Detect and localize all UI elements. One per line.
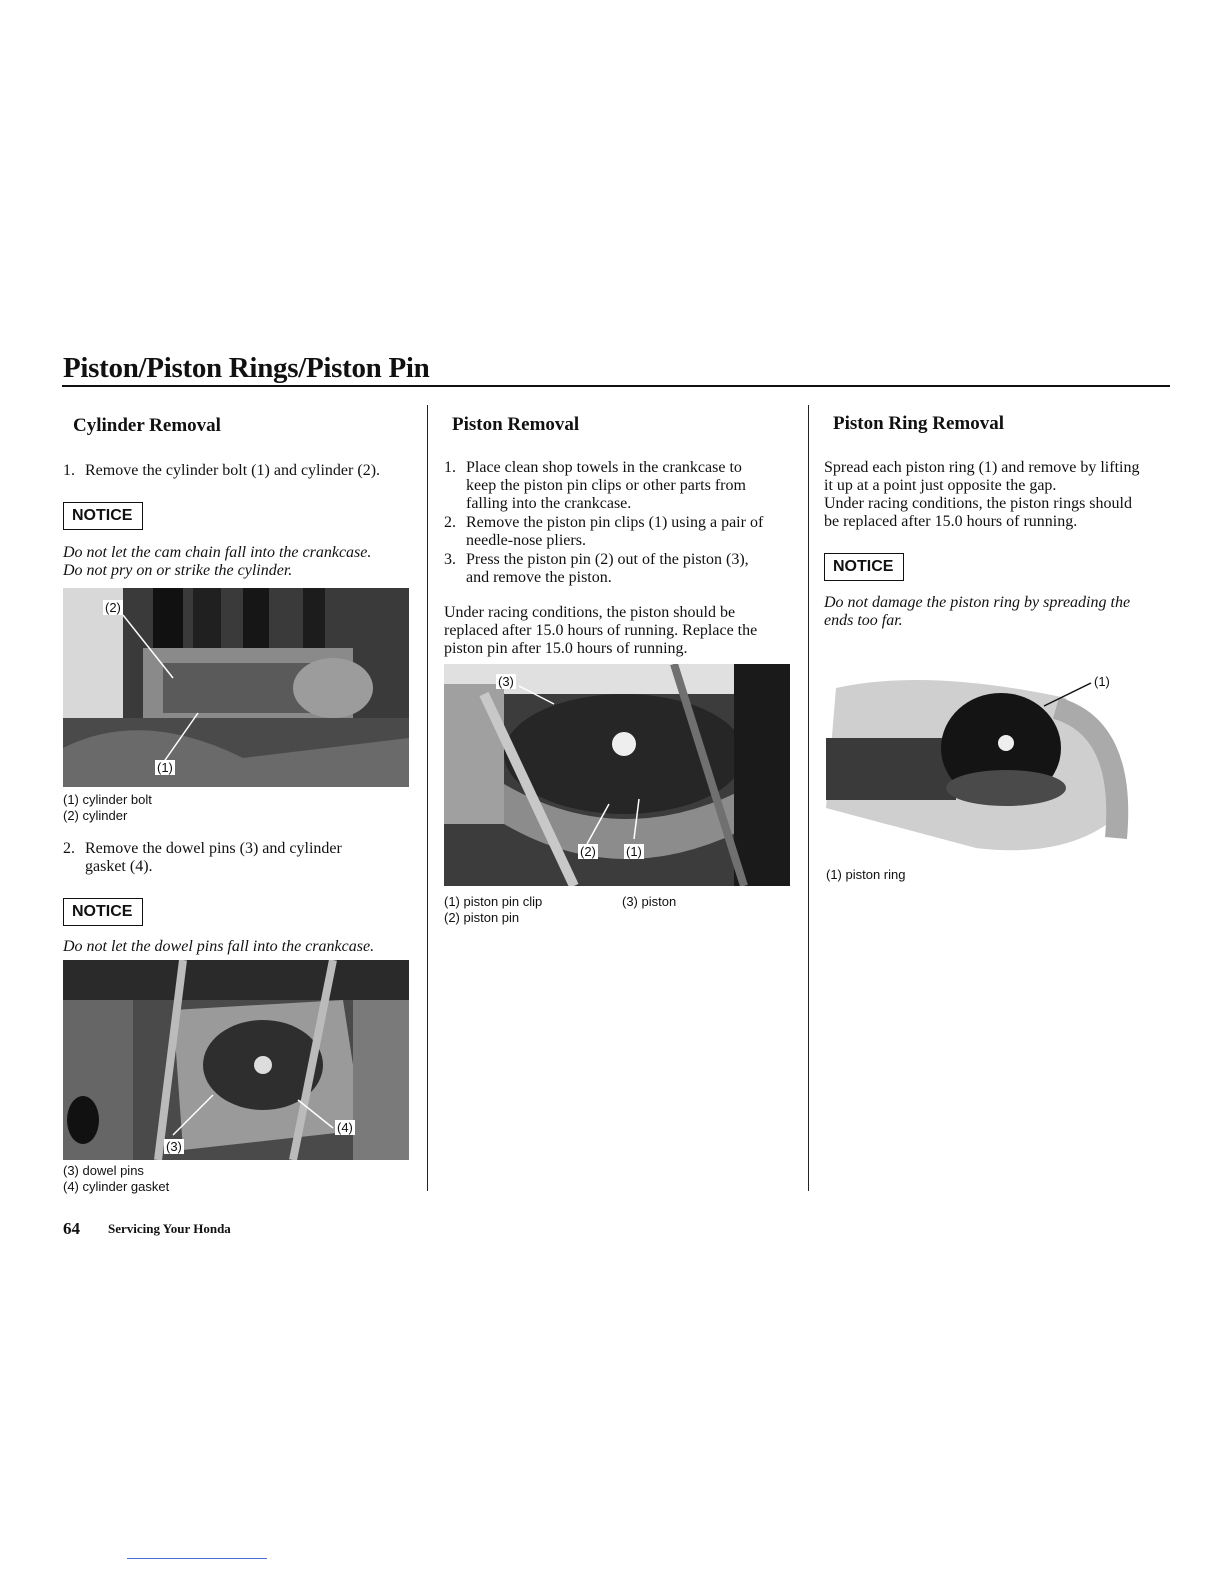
paragraph-line: be replaced after 15.0 hours of running.: [824, 513, 1078, 530]
step-number: 2.: [444, 514, 456, 531]
cylinder-photo: [63, 588, 409, 787]
cylinder-removal-heading: Cylinder Removal: [73, 415, 221, 436]
step-text: gasket (4).: [85, 858, 153, 875]
step-text: Press the piston pin (2) out of the piston (3),: [466, 551, 749, 568]
piston-ring-photo-illustration: [826, 668, 1138, 860]
footer-section-title: Servicing Your Honda: [108, 1221, 231, 1236]
piston-removal-heading: Piston Removal: [452, 414, 580, 435]
photo-caption: (2) cylinder: [63, 808, 128, 823]
dowel-pins-photo-illustration: [63, 960, 409, 1160]
notice-box: NOTICE: [63, 502, 143, 530]
notice-text-line: Do not damage the piston ring by spreading the: [824, 594, 1131, 611]
step-number: 1.: [444, 459, 456, 476]
callout-label: (1): [626, 844, 642, 859]
callout-label: (2): [105, 600, 121, 615]
step-text: keep the piston pin clips or other parts from: [466, 477, 746, 494]
callout-label: (3): [498, 674, 514, 689]
step-text: Remove the piston pin clips (1) using a pair of: [466, 514, 764, 531]
photo-caption: (1) piston pin clip: [444, 894, 543, 909]
photo-caption: (1) cylinder bolt: [63, 792, 152, 807]
photo-caption: (2) piston pin: [444, 910, 520, 925]
callout-label: (3): [166, 1139, 182, 1154]
page-number: 64: [63, 1219, 80, 1238]
paragraph-line: Under racing conditions, the piston rings should: [824, 495, 1132, 512]
paragraph-line: Under racing conditions, the piston should be: [444, 604, 736, 621]
callout-label: (2): [580, 844, 596, 859]
notice-box: NOTICE: [824, 553, 904, 581]
notice-text-line: ends too far.: [824, 612, 903, 629]
col2-step-3: [444, 551, 796, 589]
col2-step-1: [444, 459, 796, 515]
col1-step-2: [63, 840, 413, 880]
piston-ring-photo: [826, 668, 1138, 860]
step-text: Remove the dowel pins (3) and cylinder: [85, 840, 342, 857]
notice-box: NOTICE: [63, 898, 143, 926]
paragraph-line: Spread each piston ring (1) and remove by lifting: [824, 459, 1140, 476]
photo-caption: (1) piston ring: [826, 867, 906, 882]
photo-caption: (4) cylinder gasket: [63, 1179, 170, 1194]
notice-text-line: Do not let the cam chain fall into the crankcase.: [63, 544, 372, 561]
step-number: 1.: [63, 462, 75, 479]
paragraph-line: piston pin after 15.0 hours of running.: [444, 640, 688, 657]
piston-photo-illustration: [444, 664, 790, 886]
title-rule: [62, 385, 1170, 387]
column-divider-2: [808, 405, 809, 1191]
piston-photo: [444, 664, 790, 886]
step-text: and remove the piston.: [466, 569, 612, 586]
step-text: needle-nose pliers.: [466, 532, 586, 549]
page-title: Piston/Piston Rings/Piston Pin: [63, 352, 430, 384]
dowel-pins-photo: [63, 960, 409, 1160]
notice-text-line: Do not let the dowel pins fall into the crankcase.: [63, 938, 375, 955]
step-number: 2.: [63, 840, 75, 857]
cylinder-photo-illustration: [63, 588, 409, 787]
paragraph-line: it up at a point just opposite the gap.: [824, 477, 1057, 494]
paragraph-line: replaced after 15.0 hours of running. Replace the: [444, 622, 758, 639]
step-number: 3.: [444, 551, 456, 568]
step-text: Remove the cylinder bolt (1) and cylinder (2).: [85, 462, 381, 479]
callout-label: (4): [337, 1120, 353, 1135]
step-text: falling into the crankcase.: [466, 495, 632, 512]
photo-caption: (3) piston: [622, 894, 677, 909]
callout-label: (1): [1094, 674, 1110, 689]
col2-step-2: [444, 514, 796, 552]
photo-caption: (3) dowel pins: [63, 1163, 144, 1178]
step-text: Place clean shop towels in the crankcase to: [466, 459, 742, 476]
piston-ring-removal-heading: Piston Ring Removal: [833, 413, 1004, 434]
bottom-rule: [127, 1558, 267, 1559]
callout-label: (1): [157, 760, 173, 775]
column-divider-1: [427, 405, 428, 1191]
notice-text-line: Do not pry on or strike the cylinder.: [63, 562, 293, 579]
